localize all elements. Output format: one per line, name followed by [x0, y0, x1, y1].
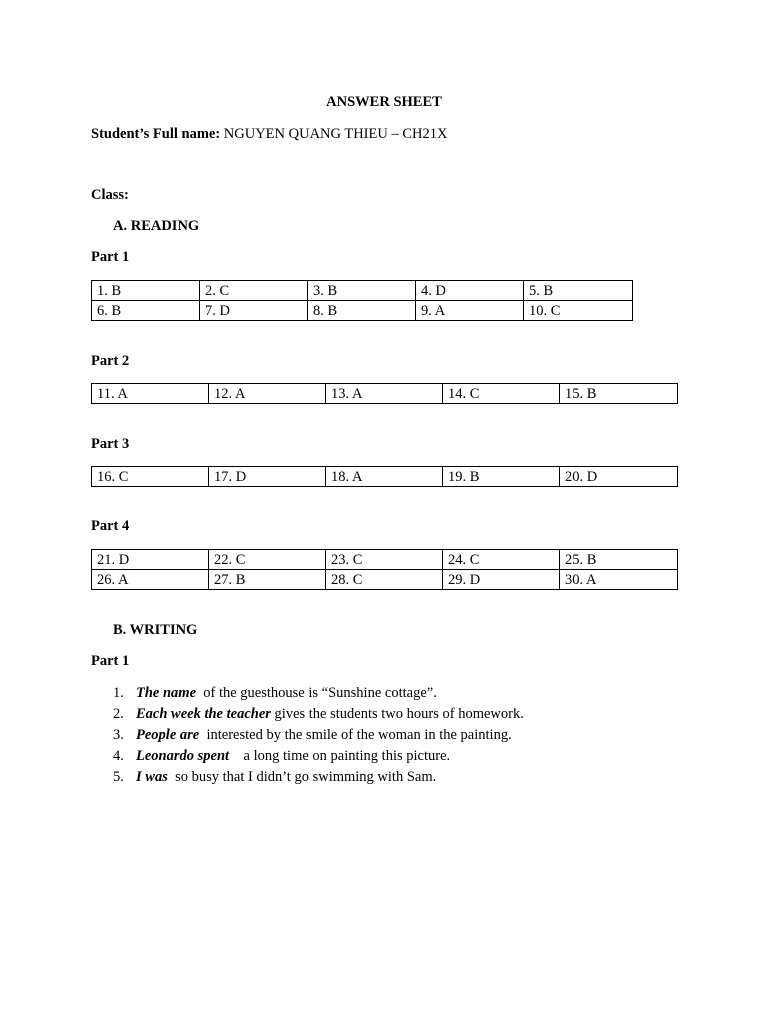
item-answer-rest: a long time on painting this picture.: [229, 748, 451, 764]
reading-part-3-label: Part 3: [91, 436, 130, 452]
answer-cell: 17. D: [209, 467, 326, 487]
reading-part-3-table: [91, 466, 678, 487]
class-label: Class:: [91, 187, 129, 203]
page-title: ANSWER SHEET: [326, 94, 442, 110]
item-answer-rest: interested by the smile of the woman in the painting.: [199, 727, 512, 743]
answer-cell: 3. B: [308, 281, 416, 301]
table-row: [92, 281, 633, 301]
answer-cell: 10. C: [524, 301, 633, 321]
answer-cell: 2. C: [200, 281, 308, 301]
answer-cell: 9. A: [416, 301, 524, 321]
table-row: [92, 384, 678, 404]
answer-cell: 28. C: [326, 570, 443, 590]
item-answer-rest: gives the students two hours of homework.: [270, 706, 524, 722]
reading-part-2-table: [91, 383, 678, 404]
reading-heading: A. READING: [113, 218, 200, 234]
reading-part-1-table: [91, 280, 633, 321]
answer-cell: 14. C: [443, 384, 560, 404]
answer-cell: 26. A: [92, 570, 209, 590]
reading-part-1-label: Part 1: [91, 249, 130, 265]
item-answer-rest: of the guesthouse is “Sunshine cottage”.: [196, 685, 437, 701]
answer-cell: 12. A: [209, 384, 326, 404]
item-number: 3.: [113, 727, 124, 743]
item-number: 2.: [113, 706, 124, 722]
table-row: [92, 550, 678, 570]
answer-cell: 5. B: [524, 281, 633, 301]
reading-part-2-label: Part 2: [91, 353, 130, 369]
item-answer-bold: Each week the teacher: [136, 706, 271, 722]
table-row: [92, 467, 678, 487]
answer-cell: 27. B: [209, 570, 326, 590]
answer-cell: 18. A: [326, 467, 443, 487]
item-answer-bold: The name: [136, 685, 197, 701]
answer-cell: 24. C: [443, 550, 560, 570]
answer-cell: 21. D: [92, 550, 209, 570]
item-answer-bold: People are: [136, 727, 200, 743]
answer-cell: 20. D: [560, 467, 678, 487]
writing-part-1-label: Part 1: [91, 653, 130, 669]
reading-part-4-table: [91, 549, 678, 590]
answer-cell: 11. A: [92, 384, 209, 404]
answer-cell: 23. C: [326, 550, 443, 570]
answer-cell: 8. B: [308, 301, 416, 321]
reading-part-4-label: Part 4: [91, 518, 130, 534]
answer-cell: 25. B: [560, 550, 678, 570]
item-number: 1.: [113, 685, 124, 701]
table-row: [92, 570, 678, 590]
answer-cell: 7. D: [200, 301, 308, 321]
writing-heading: B. WRITING: [113, 622, 198, 638]
answer-cell: 19. B: [443, 467, 560, 487]
item-answer-bold: Leonardo spent: [136, 748, 230, 764]
item-answer-bold: I was: [136, 769, 168, 785]
student-name-line: [91, 127, 447, 142]
answer-cell: 30. A: [560, 570, 678, 590]
answer-cell: 22. C: [209, 550, 326, 570]
answer-cell: 1. B: [92, 281, 200, 301]
answer-cell: 4. D: [416, 281, 524, 301]
answer-cell: 15. B: [560, 384, 678, 404]
item-number: 4.: [113, 748, 124, 764]
answer-cell: 16. C: [92, 467, 209, 487]
answer-cell: 29. D: [443, 570, 560, 590]
item-answer-rest: so busy that I didn’t go swimming with Sam.: [167, 769, 437, 785]
table-row: [92, 301, 633, 321]
student-name-label: Student’s Full name:: [91, 126, 221, 142]
student-name-value: NGUYEN QUANG THIEU – CH21X: [223, 126, 448, 142]
item-number: 5.: [113, 769, 124, 785]
answer-cell: 6. B: [92, 301, 200, 321]
answer-cell: 13. A: [326, 384, 443, 404]
